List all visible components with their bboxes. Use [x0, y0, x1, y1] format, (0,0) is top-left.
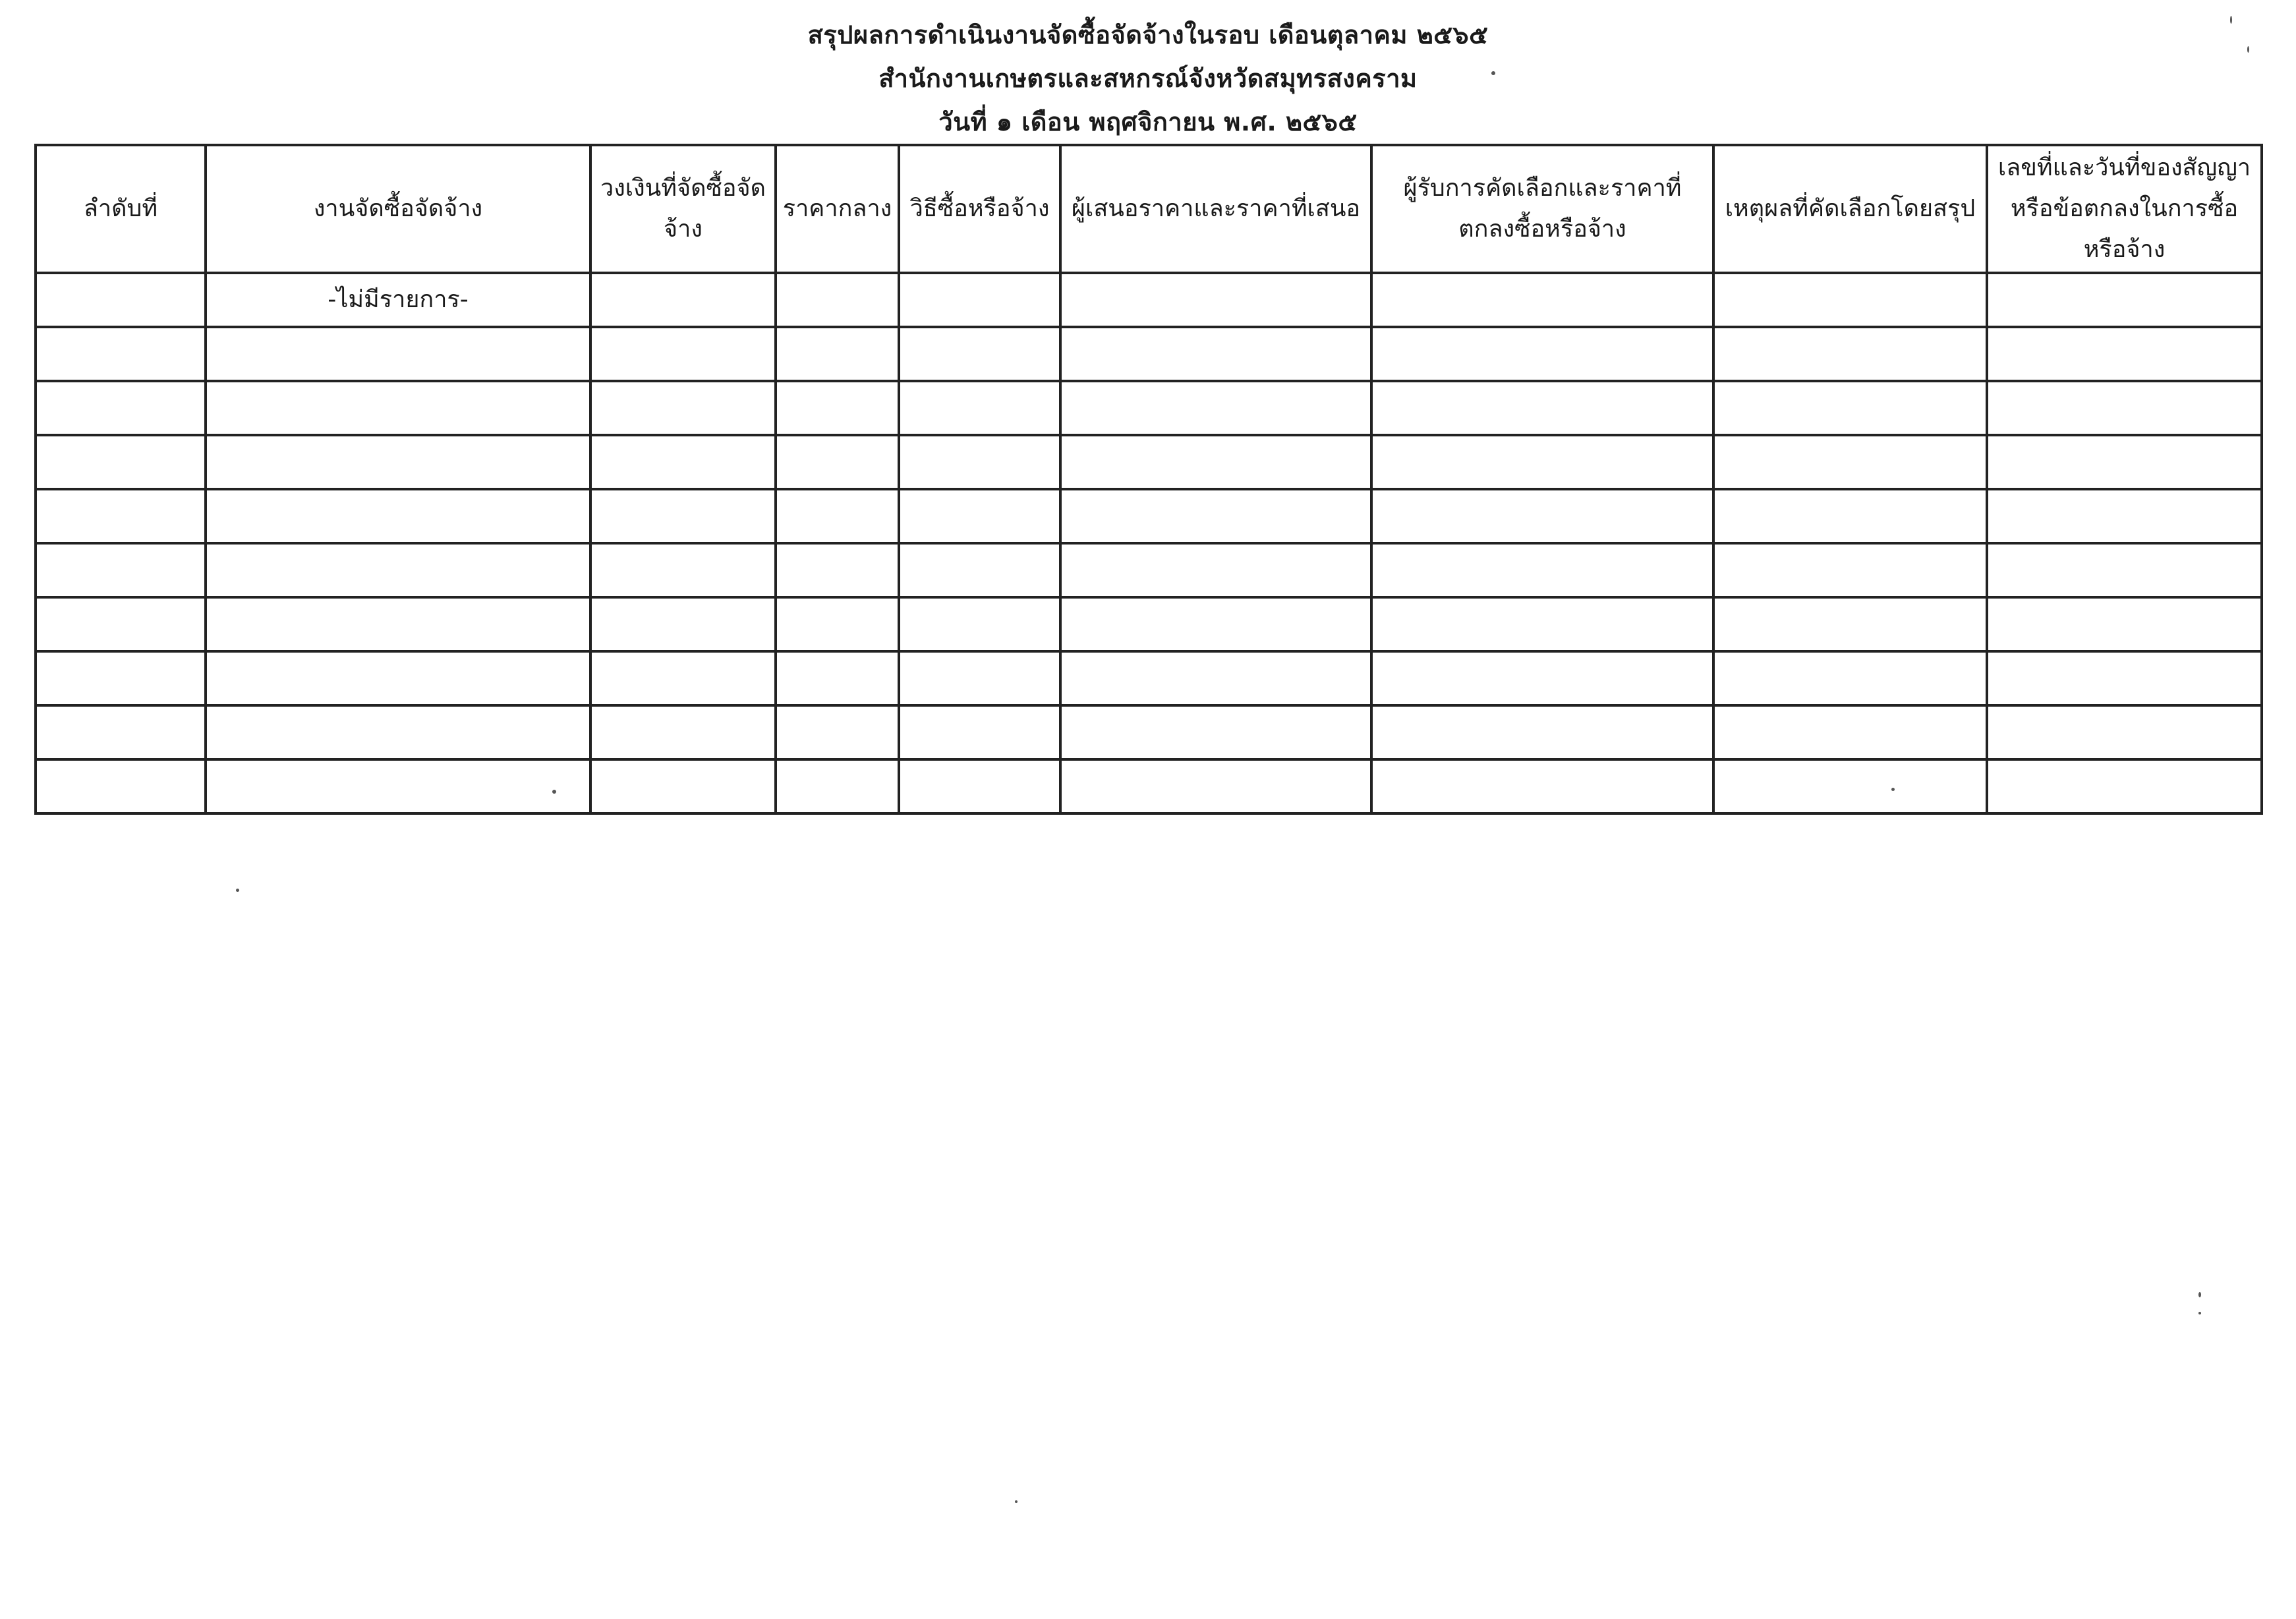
table-cell — [590, 597, 776, 651]
scan-speck — [1015, 1500, 1018, 1503]
table-cell — [1713, 543, 1987, 597]
table-cell — [1371, 273, 1713, 327]
column-header: ลำดับที่ — [36, 145, 206, 273]
table-cell — [1987, 381, 2262, 435]
column-header: ผู้รับการคัดเลือกและราคาที่ตกลงซื้อหรือจ้าง — [1371, 145, 1713, 273]
table-cell — [1060, 543, 1371, 597]
table-cell — [1371, 381, 1713, 435]
table-row — [36, 543, 2262, 597]
table-cell — [1987, 327, 2262, 381]
table-cell — [590, 705, 776, 759]
scan-speck — [2247, 46, 2249, 53]
table-cell — [206, 651, 590, 705]
table-cell — [1060, 759, 1371, 813]
table-cell — [206, 759, 590, 813]
table-cell — [206, 543, 590, 597]
table-cell — [776, 705, 899, 759]
table-cell — [1713, 435, 1987, 489]
table-cell — [899, 759, 1060, 813]
table-cell — [776, 543, 899, 597]
table-cell — [1987, 543, 2262, 597]
table-cell — [1371, 705, 1713, 759]
table-cell — [776, 651, 899, 705]
table-cell — [1713, 489, 1987, 543]
table-header — [36, 145, 2262, 273]
table-cell — [590, 327, 776, 381]
table-cell — [899, 381, 1060, 435]
table-cell — [36, 543, 206, 597]
table-cell — [36, 435, 206, 489]
office-name: สำนักงานเกษตรและสหกรณ์จังหวัดสมุทรสงคราม — [878, 64, 1418, 93]
procurement-summary-table — [34, 144, 2263, 815]
table-cell — [776, 597, 899, 651]
table-cell — [1987, 489, 2262, 543]
table-cell — [590, 273, 776, 327]
table-cell — [590, 489, 776, 543]
table-row — [36, 273, 2262, 327]
table-cell — [899, 543, 1060, 597]
table-cell — [1060, 273, 1371, 327]
table-cell — [899, 273, 1060, 327]
table-cell — [1371, 435, 1713, 489]
table-cell — [206, 597, 590, 651]
table-cell — [1713, 273, 1987, 327]
table-row — [36, 597, 2262, 651]
table-cell — [1060, 327, 1371, 381]
scan-speck — [552, 790, 556, 794]
scan-speck — [1891, 788, 1895, 791]
table-cell — [1371, 327, 1713, 381]
header-row — [36, 145, 2262, 273]
table-cell — [899, 597, 1060, 651]
table-body — [36, 273, 2262, 813]
table-cell — [1987, 651, 2262, 705]
table-cell — [590, 435, 776, 489]
table-cell — [1060, 381, 1371, 435]
table-row — [36, 651, 2262, 705]
table-cell: -ไม่มีรายการ- — [206, 273, 590, 327]
table-cell — [1060, 489, 1371, 543]
table-cell — [36, 489, 206, 543]
table-cell — [36, 651, 206, 705]
scan-speck — [2198, 1292, 2201, 1297]
scan-speck — [236, 889, 239, 892]
table-cell — [1060, 651, 1371, 705]
table-cell — [1713, 705, 1987, 759]
table-cell — [776, 327, 899, 381]
table-cell — [590, 651, 776, 705]
report-header — [0, 13, 2296, 144]
table-cell — [899, 489, 1060, 543]
table-cell — [1987, 435, 2262, 489]
table-cell — [206, 435, 590, 489]
table-cell — [776, 273, 899, 327]
table-cell — [1713, 327, 1987, 381]
table-row — [36, 489, 2262, 543]
table-cell — [206, 489, 590, 543]
table-cell — [590, 543, 776, 597]
scan-speck — [1491, 71, 1495, 75]
table-cell — [36, 327, 206, 381]
table-cell — [1060, 597, 1371, 651]
table-cell — [36, 381, 206, 435]
table-cell — [776, 381, 899, 435]
table-cell — [899, 327, 1060, 381]
table-cell — [36, 273, 206, 327]
report-title: สรุปผลการดำเนินงานจัดซื้อจัดจ้างในรอบ เดือนตุลาคม ๒๕๖๕ — [807, 20, 1489, 49]
table-cell — [206, 327, 590, 381]
table-cell — [1060, 435, 1371, 489]
table-cell — [1060, 705, 1371, 759]
column-header: ผู้เสนอราคาและราคาที่เสนอ — [1060, 145, 1371, 273]
table-cell — [1371, 651, 1713, 705]
table-cell — [36, 759, 206, 813]
table-cell — [899, 651, 1060, 705]
table-row — [36, 327, 2262, 381]
scan-speck — [2198, 1312, 2201, 1314]
table-cell — [206, 705, 590, 759]
table-cell — [590, 381, 776, 435]
table-cell — [590, 759, 776, 813]
table-cell — [899, 435, 1060, 489]
table-cell — [1987, 273, 2262, 327]
table-cell — [1987, 759, 2262, 813]
table-cell — [1371, 543, 1713, 597]
column-header: งานจัดซื้อจัดจ้าง — [206, 145, 590, 273]
column-header: วงเงินที่จัดซื้อจัดจ้าง — [590, 145, 776, 273]
table-cell — [1987, 597, 2262, 651]
table-row — [36, 759, 2262, 813]
table-cell — [206, 381, 590, 435]
table-cell — [36, 705, 206, 759]
table-cell — [1371, 489, 1713, 543]
table-cell — [36, 597, 206, 651]
table-cell — [1371, 759, 1713, 813]
column-header: เหตุผลที่คัดเลือกโดยสรุป — [1713, 145, 1987, 273]
column-header: เลขที่และวันที่ของสัญญาหรือข้อตกลงในการซื้อหรือจ้าง — [1987, 145, 2262, 273]
table-cell — [1371, 597, 1713, 651]
table-cell — [776, 759, 899, 813]
table-row — [36, 705, 2262, 759]
table-cell — [1713, 759, 1987, 813]
table-cell — [776, 489, 899, 543]
table-cell — [899, 705, 1060, 759]
table-cell — [1713, 597, 1987, 651]
table-cell — [1713, 381, 1987, 435]
table-row — [36, 435, 2262, 489]
table-row — [36, 381, 2262, 435]
table-cell — [1713, 651, 1987, 705]
column-header: วิธีซื้อหรือจ้าง — [899, 145, 1060, 273]
report-date: วันที่ ๑ เดือน พฤศจิกายน พ.ศ. ๒๕๖๕ — [938, 107, 1358, 136]
table-cell — [776, 435, 899, 489]
scan-speck — [2230, 16, 2232, 24]
table-cell — [1987, 705, 2262, 759]
column-header: ราคากลาง — [776, 145, 899, 273]
